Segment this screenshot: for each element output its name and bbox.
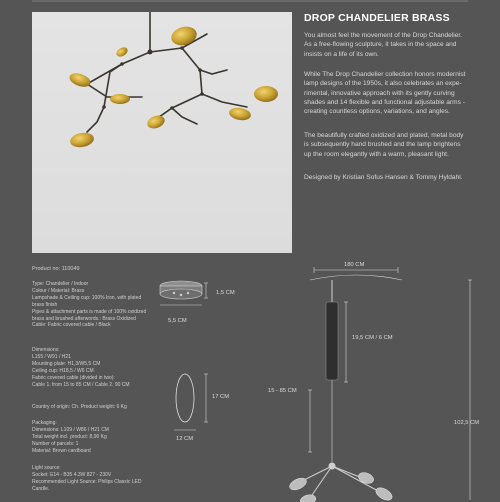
product-number: Product no: 110049 <box>32 266 80 272</box>
shade-height-label: 17 CM <box>212 394 230 400</box>
spec-light-source: Light source: Socket: E14 - B35 4.3W 827 - 230V Recommended Light Source: Philips Classic LED Candle. <box>32 465 142 492</box>
top-width-label: 180 CM <box>344 262 365 268</box>
ceiling-cup-label: 19,5 CM / 6 CM <box>352 335 393 341</box>
spec-dimensions: Dimensions: L155 / W91 / H21 Mounting plate: H1,3/W5,5 CM Ceiling cup: H18,5 / W6 CM Fabric covered cable (divided in two): Cable 1. from 15 to 85 CM / Cable 2. 90 CM <box>32 347 130 388</box>
designer-credit: Designed by Kristian Sofus Hansen & Tommy Hyldahl. <box>304 174 463 181</box>
chandelier-dimension-drawing <box>280 262 480 502</box>
spec-general: Type: Chandelier / Indoor Colour / Material: Brass Lampshade & Ceiling cup: 100% Iron, with plated brass finish Pipes & attachment parts is made of 100% oxidized brass and brushed afterwords.: Brass Oxidized Cable: Fabric covered cable / Black <box>32 281 147 329</box>
cable-length-label: 15 - 85 CM <box>268 388 297 394</box>
product-title: DROP CHANDELIER BRASS <box>304 12 450 24</box>
spec-packaging: Packaging: Dimensions: L109 / W86 / H21 CM Total weight incl. product: 8,90 Kg Number of parcels: 1 Material: Brown cardboard <box>32 420 109 454</box>
description-paragraph-1: You almost feel the movement of the Drop Chandelier. As a free-flowing sculpture, it takes in the space and insists on a life of its own. <box>304 32 463 58</box>
shade-drawing <box>170 370 220 442</box>
plate-height-label: 1,5 CM <box>216 290 235 296</box>
description-paragraph-3: The beautifully crafted oxidized and plated, metal body is subsequently hand brushed and the lamp brightens up the room elegantly with a warm, pleasant light. <box>304 132 464 158</box>
chandelier-illustration <box>32 12 292 253</box>
product-photo <box>32 12 292 253</box>
spec-origin: Country of origin: Ch. Product weight: 6 Kg <box>32 404 127 410</box>
shade-width-label: 12 CM <box>176 436 194 442</box>
description-paragraph-2: While The Drop Chandelier collection honors modernist lamp designs of the 1950s, it also celebrates an expe-rimental, innovative approach with its gently curving shades and 14 flexible and functional adjustable arms - creating countless options, variations, and angles. <box>304 71 466 116</box>
top-rule <box>32 0 468 2</box>
mounting-plate-drawing <box>158 278 218 318</box>
plate-width-label: 5,5 CM <box>168 318 187 324</box>
total-height-label: 102,5 CM <box>454 420 480 426</box>
